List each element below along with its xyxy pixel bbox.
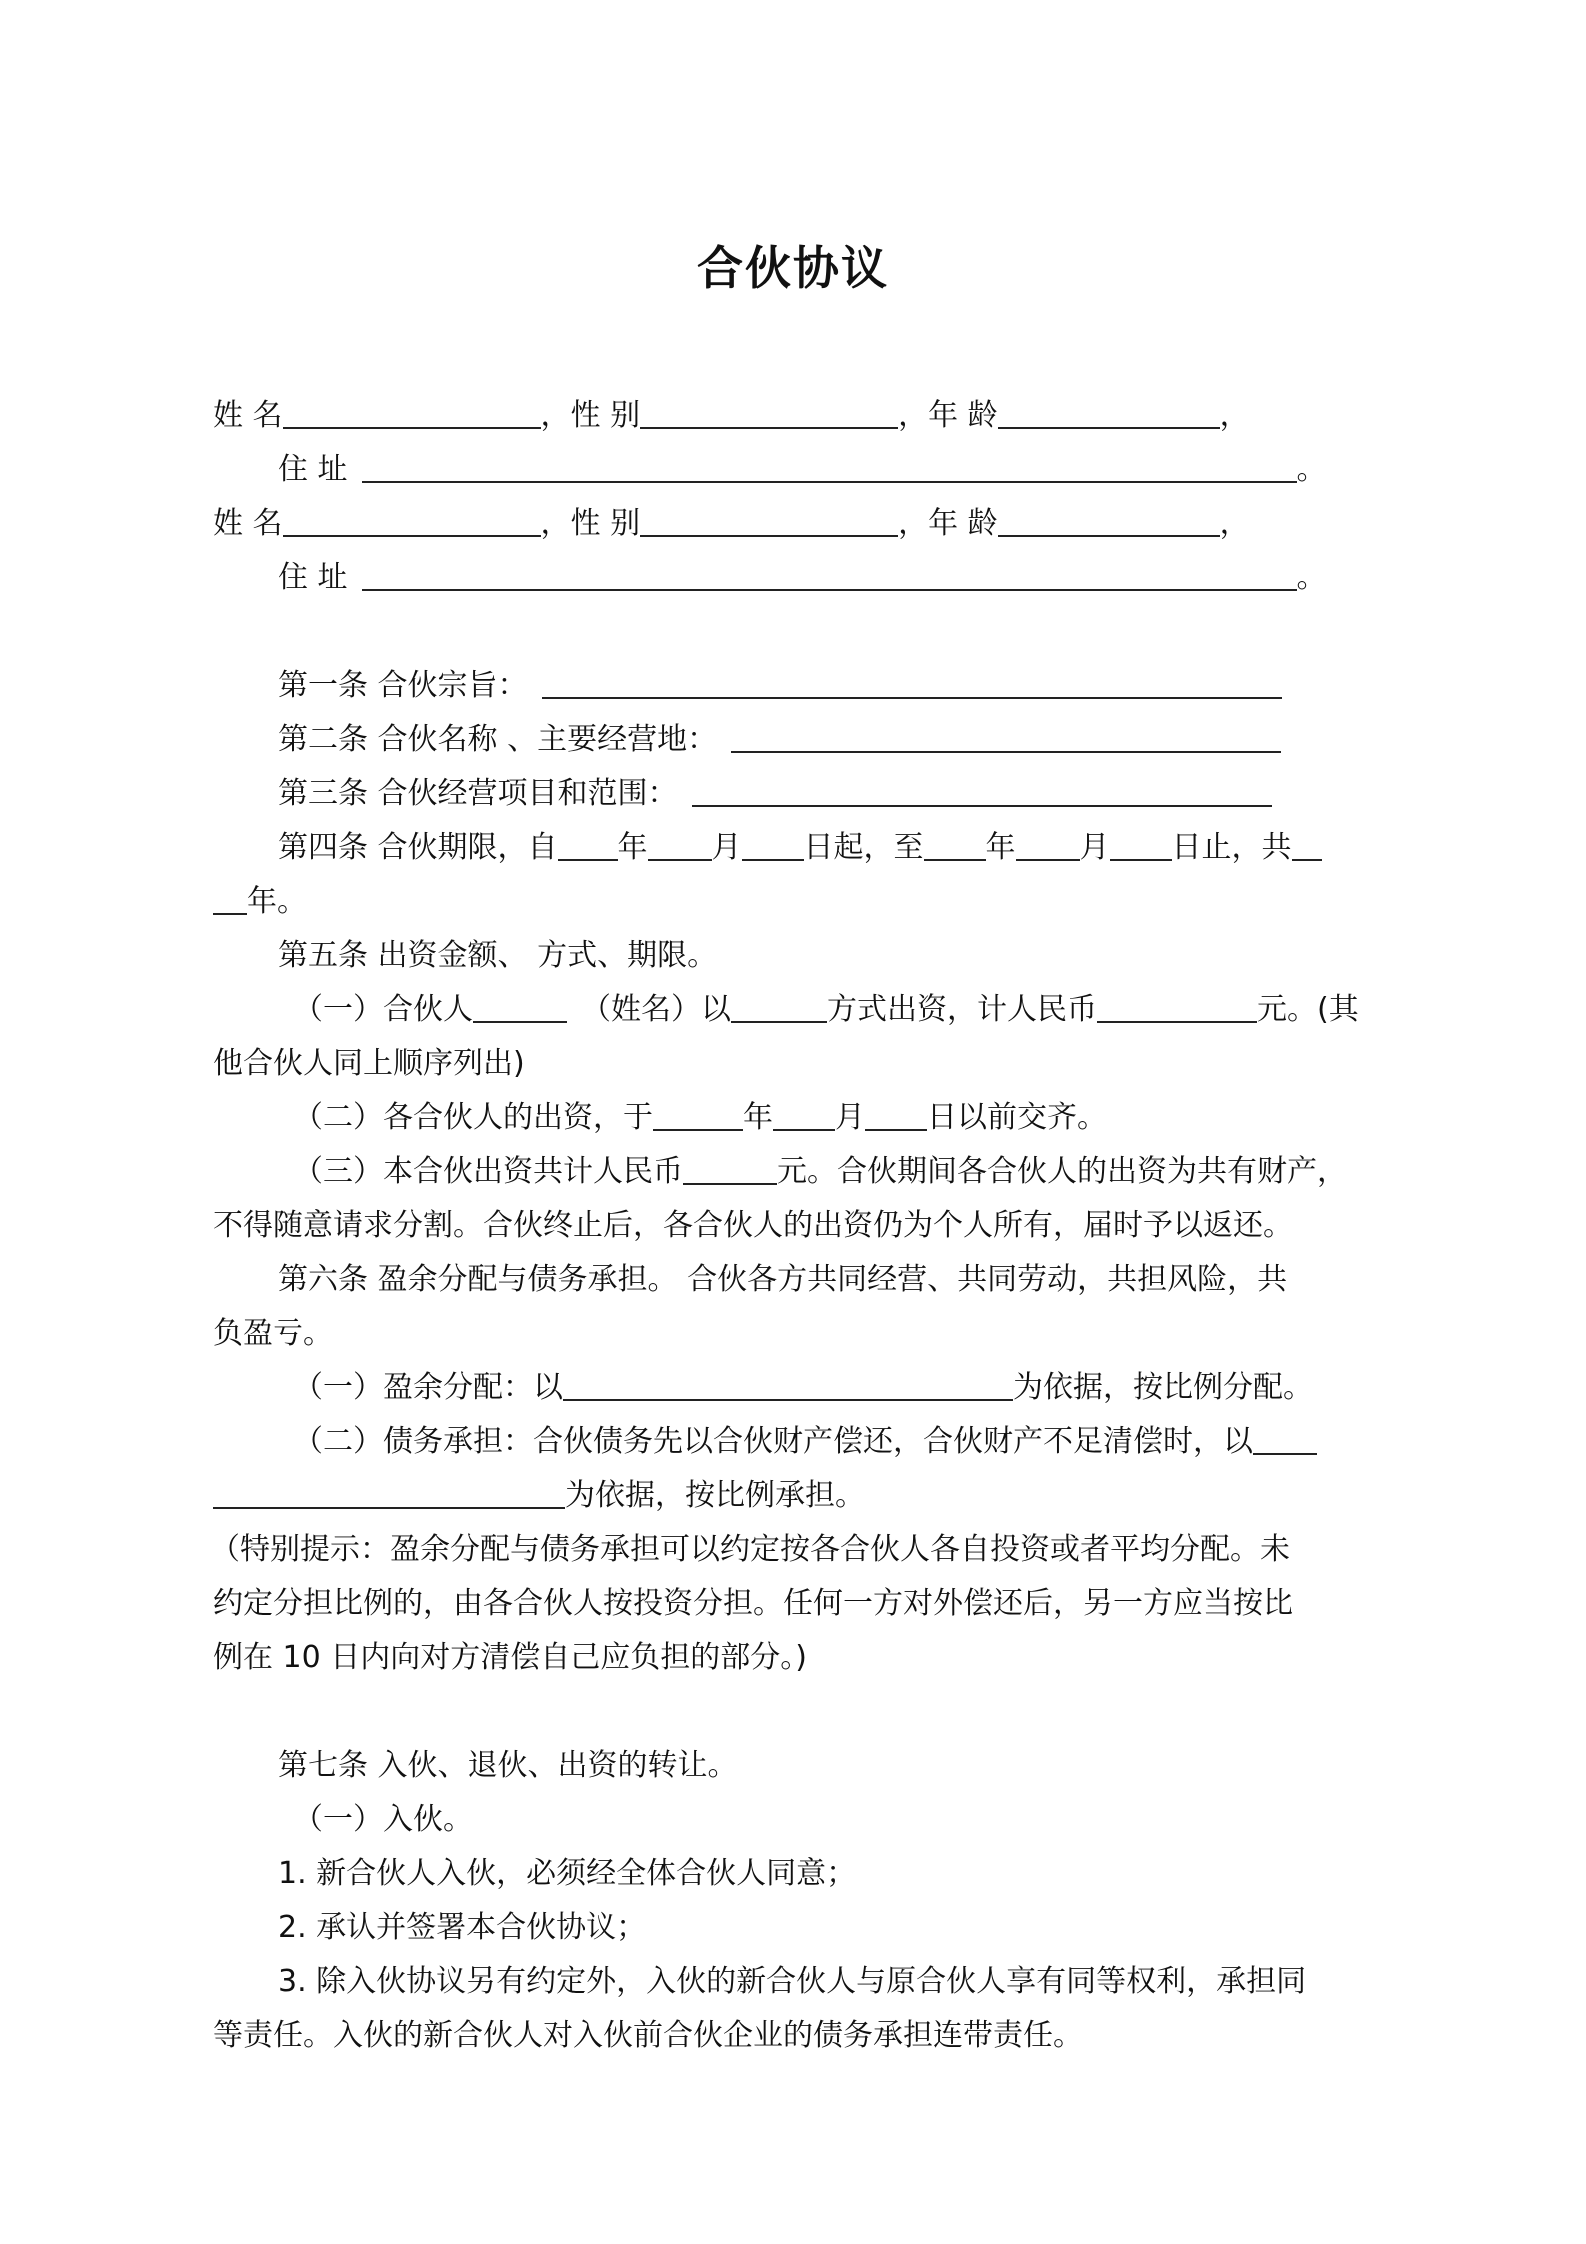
year-label: 年: [985, 830, 1016, 865]
end-day-field[interactable]: [1110, 829, 1172, 861]
special-note-1: （特别提示：盈余分配与债务承担可以约定按各合伙人各自投资或者平均分配。未: [210, 1532, 1290, 1567]
item-text: 元。(其: [1257, 992, 1359, 1027]
article-7-rule-1: 1. 新合伙人入伙，必须经全体合伙人同意；: [278, 1856, 857, 1891]
start-year-field[interactable]: [558, 829, 618, 861]
name-label: 姓 名: [213, 398, 283, 433]
party2-info-line: [213, 504, 1383, 544]
item-text: （姓名）以: [581, 992, 731, 1027]
end-year-field[interactable]: [924, 829, 986, 861]
party1-gender-field[interactable]: [640, 397, 898, 429]
term-years-field-cont[interactable]: [213, 883, 247, 915]
article-5-item-1: [213, 990, 1463, 1030]
item-text: 元。合伙期间各合伙人的出资为共有财产，: [777, 1154, 1347, 1189]
pay-day-field[interactable]: [865, 1099, 927, 1131]
article-5-item-2: [213, 1098, 1463, 1138]
year-end-label: 年。: [247, 884, 307, 919]
article-5-item-3: [213, 1152, 1463, 1192]
start-month-field[interactable]: [648, 829, 712, 861]
item-text: 日以前交齐。: [927, 1100, 1107, 1135]
party2-address-field[interactable]: [362, 559, 1297, 591]
debt-basis-field-cont[interactable]: [213, 1477, 565, 1509]
month-label: 月: [711, 830, 742, 865]
pay-month-field[interactable]: [773, 1099, 835, 1131]
year-label: 年: [617, 830, 648, 865]
age-label: ，年 龄: [898, 398, 998, 433]
item-text: （一）合伙人: [293, 992, 473, 1027]
period: 。: [1296, 452, 1327, 487]
page-title: 合伙协议: [697, 241, 889, 295]
age-label: ，年 龄: [898, 506, 998, 541]
article-7-rule-3: 3. 除入伙协议另有约定外，入伙的新合伙人与原合伙人享有同等权利，承担同: [278, 1964, 1307, 1999]
gender-label: ，性 别: [540, 506, 641, 541]
period: 。: [1296, 560, 1327, 595]
total-amount-field[interactable]: [683, 1153, 777, 1185]
gender-label: ，性 别: [540, 398, 641, 433]
article-6-head-cont: 负盈亏。: [213, 1316, 333, 1351]
party2-name-field[interactable]: [283, 505, 541, 537]
item-text: （三）本合伙出资共计人民币: [293, 1154, 683, 1189]
name-label: 姓 名: [213, 506, 283, 541]
method-field[interactable]: [731, 991, 827, 1023]
article-4-cont: [213, 882, 1383, 922]
item-text: （二）债务承担：合伙债务先以合伙财产偿还，合伙财产不足清偿时，以: [293, 1424, 1253, 1459]
pay-year-field[interactable]: [653, 1099, 743, 1131]
article-7-head: 第七条 入伙、退伙、出资的转让。: [278, 1748, 738, 1783]
term-years-field[interactable]: [1292, 829, 1322, 861]
article-1-text: 第一条 合伙宗旨：: [278, 668, 528, 703]
year-label: 年: [743, 1100, 773, 1135]
item-text: 为依据，按比例分配。: [1013, 1370, 1313, 1405]
item-text: 为依据，按比例承担。: [565, 1478, 865, 1513]
party2-age-field[interactable]: [998, 505, 1220, 537]
article-3-text: 第三条 合伙经营项目和范围：: [278, 776, 678, 811]
partner-field[interactable]: [473, 991, 567, 1023]
article-7-rule-2: 2. 承认并签署本合伙协议；: [278, 1910, 647, 1945]
item-text: 方式出资，计人民币: [827, 992, 1097, 1027]
month-label: 月: [835, 1100, 865, 1135]
start-day-field[interactable]: [742, 829, 804, 861]
article-5-item-1-cont: 他合伙人同上顺序列出): [213, 1046, 525, 1081]
article-5-head: 第五条 出资金额、 方式、期限。: [278, 938, 718, 973]
article-4-text: 第四条 合伙期限，自: [278, 830, 558, 865]
party1-name-field[interactable]: [283, 397, 541, 429]
article-6-item-1: [213, 1368, 1463, 1408]
article-1-field[interactable]: [542, 667, 1282, 699]
article-3-field[interactable]: [692, 775, 1272, 807]
article-4: [213, 828, 1448, 868]
comma: ，: [1219, 506, 1250, 541]
article-5-item-3-cont: 不得随意请求分割。合伙终止后，各合伙人的出资仍为个人所有，届时予以返还。: [213, 1208, 1293, 1243]
day-end-label: 日止，共: [1171, 830, 1292, 865]
address-label: 住 址: [278, 560, 348, 595]
party1-address-field[interactable]: [362, 451, 1297, 483]
address-label: 住 址: [278, 452, 348, 487]
party2-gender-field[interactable]: [640, 505, 898, 537]
item-text: （二）各合伙人的出资，于: [293, 1100, 653, 1135]
article-2: [213, 720, 1448, 760]
day-start-label: 日起，至: [803, 830, 924, 865]
party1-info-line: [213, 396, 1383, 436]
party1-age-field[interactable]: [998, 397, 1220, 429]
debt-basis-field[interactable]: [1253, 1423, 1317, 1455]
article-6-item-2: [213, 1422, 1463, 1462]
party1-address-line: [213, 450, 1448, 490]
article-6-head: 第六条 盈余分配与债务承担。 合伙各方共同经营、共同劳动，共担风险，共: [278, 1262, 1288, 1297]
special-note-3: 例在 10 日内向对方清偿自己应负担的部分。): [213, 1640, 807, 1675]
month-label: 月: [1079, 830, 1110, 865]
article-3: [213, 774, 1448, 814]
party2-address-line: [213, 558, 1448, 598]
item-text: （一）盈余分配：以: [293, 1370, 563, 1405]
article-2-field[interactable]: [731, 721, 1281, 753]
comma: ，: [1219, 398, 1250, 433]
article-7-rule-3-cont: 等责任。入伙的新合伙人对入伙前合伙企业的债务承担连带责任。: [213, 2018, 1083, 2053]
end-month-field[interactable]: [1016, 829, 1080, 861]
article-1: [213, 666, 1448, 706]
article-2-text: 第二条 合伙名称 、主要经营地：: [278, 722, 718, 757]
profit-basis-field[interactable]: [563, 1369, 1013, 1401]
article-6-item-2-cont: [213, 1476, 1383, 1516]
article-7-item-1: （一）入伙。: [293, 1802, 473, 1837]
amount-field[interactable]: [1097, 991, 1257, 1023]
special-note-2: 约定分担比例的，由各合伙人按投资分担。任何一方对外偿还后，另一方应当按比: [213, 1586, 1293, 1621]
